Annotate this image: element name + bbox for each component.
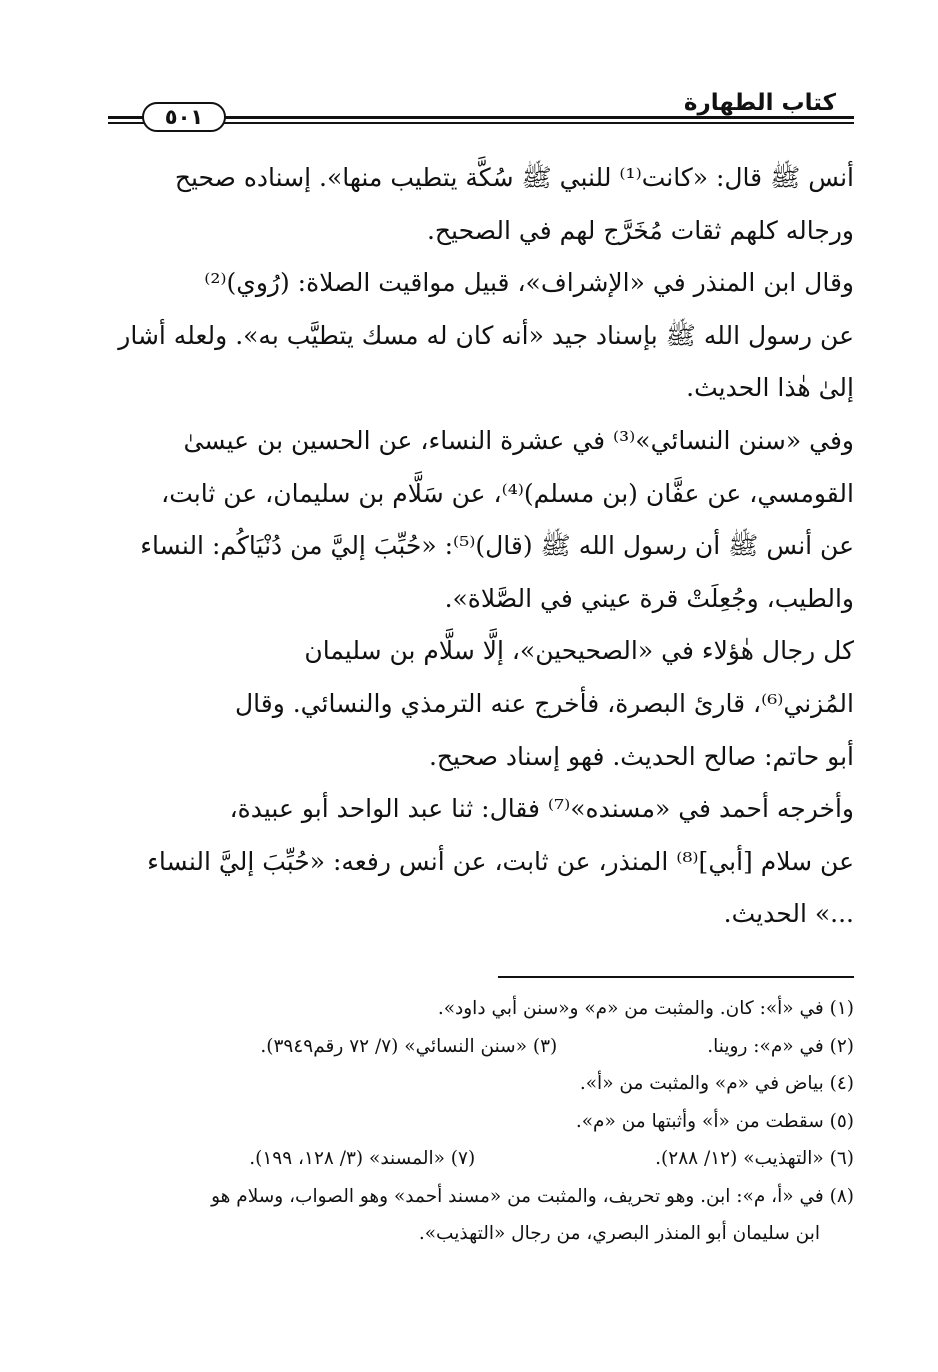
- footnote-2: (٢) في «م»: روينا.: [707, 1035, 854, 1057]
- page-header: [108, 84, 854, 132]
- text-line: وفي «سنن النسائي»⁽³⁾ في عشرة النساء، عن الحسين بن عيسىٰ: [183, 425, 854, 455]
- text-line: المُزني⁽⁶⁾، قارئ البصرة، فأخرج عنه الترمذي والنسائي. وقال: [234, 688, 854, 718]
- text-line: وقال ابن المنذر في «الإشراف»، قبيل مواقيت الصلاة: (رُوي)⁽²⁾: [204, 268, 854, 298]
- footnote-6: (٦) «التهذيب» (١٢/ ٢٨٨).: [655, 1148, 854, 1169]
- text-line: أبو حاتم: صالح الحديث. فهو إسناد صحيح.: [428, 741, 854, 771]
- footnote-separator: [498, 976, 854, 978]
- text-line: عن رسول الله ﷺ بإسناد جيد «أنه كان له مسك يتطيَّب به». ولعله أشار: [118, 320, 854, 350]
- footnote-5: (٥) سقطت من «أ» وأثبتها من «م».: [575, 1110, 854, 1132]
- footnote-1: (١) في «أ»: كان. والمثبت من «م» و«سنن أبي داود».: [437, 998, 854, 1019]
- footnote-8-continued: ابن سليمان أبو المنذر البصري، من رجال «التهذيب».: [418, 1223, 820, 1244]
- footnote-3: (٣) «سنن النسائي» (٧/ ٧٢ رقم٣٩٤٩).: [260, 1035, 558, 1057]
- main-text: [108, 152, 854, 941]
- text-line: وأخرجه أحمد في «مسنده»⁽⁷⁾ فقال: ثنا عبد الواحد أبو عبيدة،: [229, 794, 854, 824]
- footnote-row-6-7: [108, 1140, 854, 1178]
- footnotes: [108, 990, 854, 1253]
- text-line: كل رجال هٰؤلاء في «الصحيحين»، إلَّا سلَّام بن سليمان: [304, 636, 854, 666]
- footnote-4: (٤) بياض في «م» والمثبت من «أ».: [579, 1073, 854, 1094]
- text-line: ...» الحديث.: [723, 899, 854, 929]
- page-number: ٥٠١: [142, 102, 226, 132]
- book-title: كتاب الطهارة: [683, 90, 836, 116]
- text-line: إلىٰ هٰذا الحديث.: [686, 373, 854, 403]
- footnote-7: (٧) «المسند» (٣/ ١٢٨، ١٩٩).: [249, 1148, 476, 1169]
- text-line: أنس ﷺ قال: «كانت⁽¹⁾ للنبي ﷺ سُكَّة يتطيب منها». إسناده صحيح: [174, 163, 854, 192]
- text-line: ورجاله كلهم ثقات مُخَرَّج لهم في الصحيح.: [426, 215, 854, 245]
- text-line: والطيب، وجُعِلَتْ قرة عيني في الصَّلاة».: [444, 583, 854, 613]
- text-line: القومسي، عن عفَّان (بن مسلم)⁽⁴⁾، عن سَلَّام بن سليمان، عن ثابت،: [161, 478, 854, 508]
- text-line: عن أنس ﷺ أن رسول الله ﷺ (قال)⁽⁵⁾: «حُبِّبَ إليَّ من دُنْيَاكُم: النساء: [140, 531, 854, 561]
- footnote-8: (٨) في «أ، م»: ابن. وهو تحريف، والمثبت من «مسند أحمد» وهو الصواب، وسلام هو: [211, 1185, 854, 1207]
- footnote-row-2-3: [108, 1028, 854, 1066]
- text-line: عن سلام [أبي]⁽⁸⁾ المنذر، عن ثابت، عن أنس رفعه: «حُبِّبَ إليَّ النساء: [147, 846, 854, 876]
